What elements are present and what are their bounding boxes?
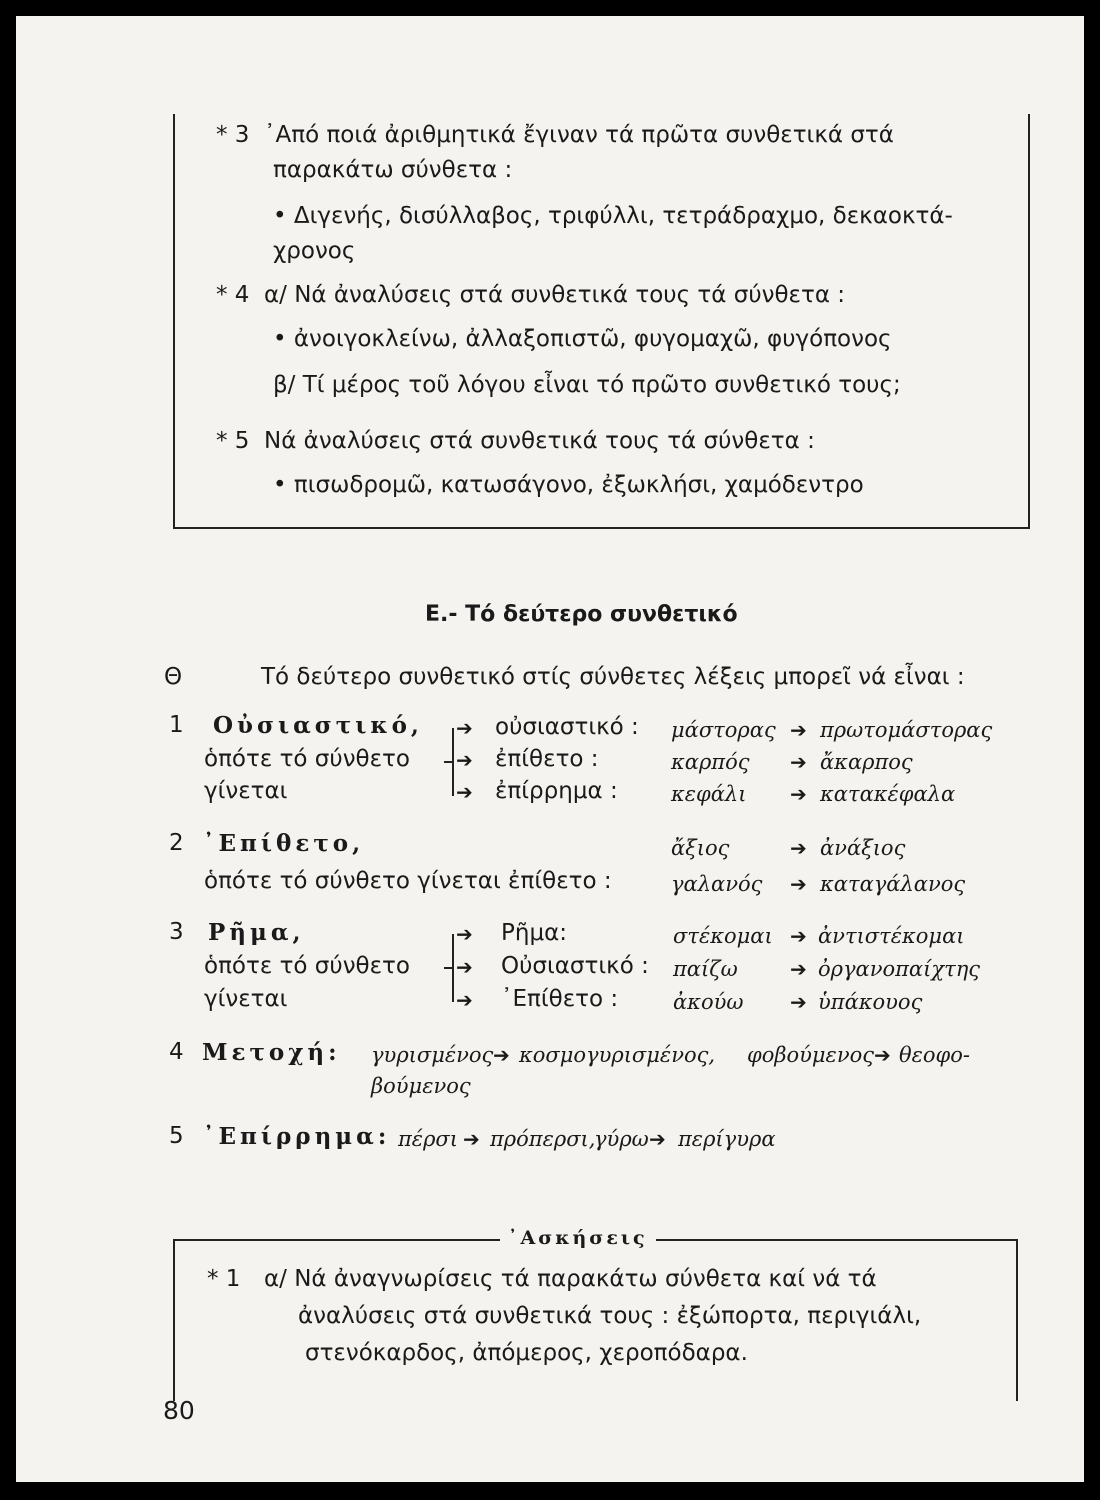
item-4-title: Μετοχή:	[202, 1039, 341, 1066]
item-1-row-2-label: ἐπίθετο :	[495, 746, 599, 772]
item-2-row-2-result: καταγάλανος	[820, 872, 966, 896]
exercise-3-line1: ᾿Από ποιά ἀριθμητικά ἔγιναν τά πρῶτα συνθετικά στά	[264, 122, 894, 148]
item-3-row-2-base: παίζω	[673, 957, 738, 981]
item-3-row-1-result-arrow-icon: ➔	[790, 924, 807, 948]
exercise-4-marker: * 4	[216, 282, 250, 308]
exercise-b1-line2: ἀναλύσεις στά συνθετικά τους : ἐξώπορτα, περιγιάλι,	[298, 1303, 922, 1329]
item-3-row-2-arrow-icon: ➔	[456, 955, 473, 979]
item-4-pair-2-base: φοβούμενος	[747, 1043, 874, 1067]
item-3-row-2-result-arrow-icon: ➔	[790, 957, 807, 981]
exercise-5-words: • πισωδρομῶ, κατωσάγονο, ἐξωκλήσι, χαμόδεντρο	[273, 472, 864, 498]
item-1-row-3-label: ἐπίρρημα :	[495, 778, 618, 804]
item-3-bracket-tick	[444, 967, 452, 969]
item-3-desc-line2: γίνεται	[204, 986, 288, 1012]
page-number: 80	[163, 1396, 195, 1425]
item-3-row-1-base: στέκομαι	[673, 924, 773, 948]
item-4-continuation: βούμενος	[371, 1074, 471, 1098]
item-5-title: ᾿Επίρρημα:	[203, 1123, 391, 1150]
exercise-4-words: • ἀνοιγοκλείνω, ἀλλαξοπιστῶ, φυγομαχῶ, φυγόπονος	[273, 326, 892, 352]
item-3-row-1-result: ἀντιστέκομαι	[818, 924, 965, 948]
item-1-row-2-result: ἄκαρπος	[820, 750, 913, 774]
item-5-pair-2-base: γύρω	[594, 1127, 649, 1151]
item-1-row-1-result-arrow-icon: ➔	[790, 718, 807, 742]
item-3-row-2-label: Οὐσιαστικό :	[501, 953, 649, 979]
item-5-pair-2-result: περίγυρα	[678, 1127, 776, 1151]
item-1-row-3-result: κατακέφαλα	[820, 782, 956, 806]
exercise-b1-marker: * 1	[207, 1266, 241, 1292]
item-5-pair-1-base: πέρσι	[398, 1127, 458, 1151]
item-2-desc: ὁπότε τό σύνθετο γίνεται ἐπίθετο :	[204, 868, 612, 894]
item-1-title: Οὐσιαστικό,	[213, 712, 423, 739]
item-1-row-2-base: καρπός	[671, 750, 750, 774]
item-1-desc-line2: γίνεται	[204, 778, 288, 804]
item-1-row-2-arrow-icon: ➔	[456, 748, 473, 772]
item-2-row-2-base: γαλανός	[671, 872, 763, 896]
item-1-row-1-arrow-icon: ➔	[456, 716, 473, 740]
item-3-title: Ρῆμα,	[208, 919, 305, 946]
exercise-5-marker: * 5	[216, 428, 250, 454]
page	[16, 16, 1084, 1482]
item-5-pair-2-arrow-icon: ➔	[649, 1127, 666, 1151]
item-1-row-1-base: μάστορας	[671, 718, 776, 742]
section-title: Ε.- Τό δεύτερο συνθετικό	[425, 602, 738, 627]
item-1-bracket-tick	[444, 761, 452, 763]
exercise-3-marker: * 3	[216, 122, 250, 148]
item-5-pair-1-arrow-icon: ➔	[463, 1127, 480, 1151]
exercise-b1-line3: στενόκαρδος, ἀπόμερος, χεροπόδαρα.	[305, 1340, 748, 1366]
exercises-title: ᾿Ασκήσεις	[500, 1227, 656, 1249]
item-2-row-1-base: ἄξιος	[671, 836, 730, 860]
item-1-number: 1	[169, 712, 184, 738]
exercise-3-words-line1: • Διγενής, δισύλλαβος, τριφύλλι, τετράδραχμο, δεκαοκτά-	[273, 203, 953, 229]
item-1-row-3-base: κεφάλι	[671, 782, 747, 806]
item-3-row-1-arrow-icon: ➔	[456, 922, 473, 946]
item-4-pair-2-result: θεοφο-	[899, 1043, 970, 1067]
exercise-4-part-a: α/ Νά ἀναλύσεις στά συνθετικά τους τά σύνθετα :	[264, 282, 846, 308]
item-2-number: 2	[169, 830, 184, 856]
item-1-desc-line1: ὁπότε τό σύνθετο	[204, 746, 410, 772]
exercise-4-part-b: β/ Τί μέρος τοῦ λόγου εἶναι τό πρῶτο συνθετικό τους;	[273, 372, 901, 398]
item-4-pair-1-result: κοσμογυρισμένος,	[519, 1043, 716, 1067]
item-3-row-1-label: Ρῆμα:	[501, 920, 567, 946]
item-3-row-3-label: ᾿Επίθετο :	[501, 986, 619, 1012]
item-2-row-1-result: ἀνάξιος	[820, 836, 906, 860]
item-3-bracket	[452, 934, 454, 1002]
item-1-row-2-result-arrow-icon: ➔	[790, 750, 807, 774]
item-1-bracket	[452, 728, 454, 796]
item-2-row-1-arrow-icon: ➔	[790, 836, 807, 860]
section-intro: Τό δεύτερο συνθετικό στίς σύνθετες λέξεις μπορεῖ νά εἶναι :	[261, 664, 965, 690]
item-3-row-3-arrow-icon: ➔	[456, 988, 473, 1012]
item-5-number: 5	[169, 1123, 184, 1149]
item-2-title: ᾿Επίθετο,	[203, 830, 365, 857]
item-1-row-3-arrow-icon: ➔	[456, 780, 473, 804]
item-4-pair-1-base: γυρισμένος	[371, 1043, 494, 1067]
item-3-row-3-base: ἀκούω	[673, 990, 744, 1014]
item-1-row-1-result: πρωτομάστορας	[820, 718, 993, 742]
item-4-pair-1-arrow-icon: ➔	[493, 1043, 510, 1067]
exercise-3-words-line2: χρονος	[273, 238, 356, 264]
exercise-5-text: Νά ἀναλύσεις στά συνθετικά τους τά σύνθετα :	[264, 428, 815, 454]
item-2-row-2-arrow-icon: ➔	[790, 872, 807, 896]
item-3-number: 3	[169, 919, 184, 945]
item-3-desc-line1: ὁπότε τό σύνθετο	[204, 953, 410, 979]
item-3-row-3-result: ὑπάκουος	[818, 990, 923, 1014]
item-3-row-2-result: ὀργανοπαίχτης	[818, 957, 981, 981]
item-1-row-3-result-arrow-icon: ➔	[790, 782, 807, 806]
exercise-3-line2: παρακάτω σύνθετα :	[273, 157, 513, 183]
item-4-number: 4	[169, 1039, 184, 1065]
item-3-row-3-result-arrow-icon: ➔	[790, 990, 807, 1014]
item-1-row-1-label: οὐσιαστικό :	[495, 714, 639, 740]
item-4-pair-2-arrow-icon: ➔	[874, 1043, 891, 1067]
theta-symbol: Θ	[164, 664, 183, 690]
exercise-b1-line1: α/ Νά ἀναγνωρίσεις τά παρακάτω σύνθετα καί νά τά	[264, 1266, 877, 1292]
item-5-pair-1-result: πρόπερσι,	[490, 1127, 596, 1151]
